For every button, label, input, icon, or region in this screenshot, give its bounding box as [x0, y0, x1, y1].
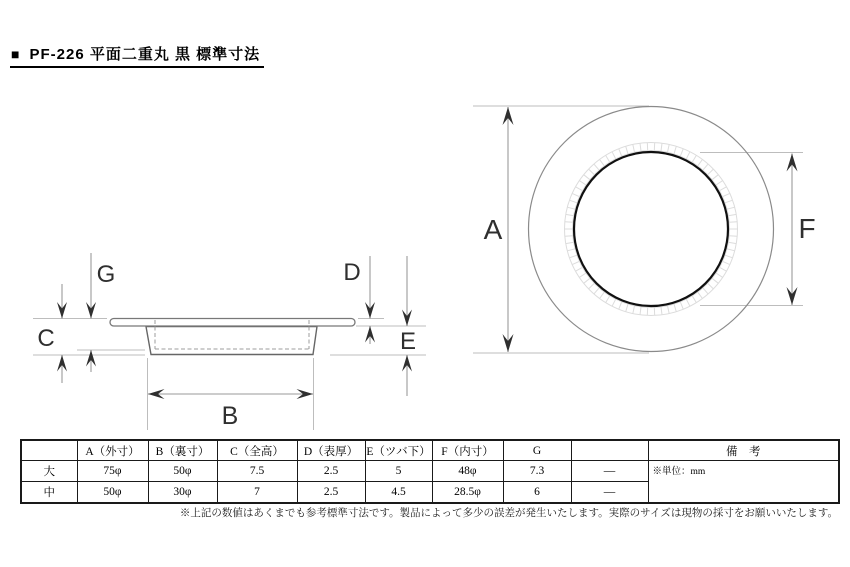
cell-blank: — — [571, 482, 648, 504]
header-F: F（内寸） — [432, 440, 503, 461]
cell-A: 50φ — [77, 482, 148, 504]
cell-G: 7.3 — [503, 461, 571, 482]
inner-circle — [574, 152, 728, 306]
header-B: B（裏寸） — [148, 440, 217, 461]
footer-note: ※上記の数値はあくまでも参考標準寸法です。製品によって多少の誤差が発生いたします。実際のサイズは現物の採寸をお願いいたします。 — [179, 508, 838, 519]
cell-F: 48φ — [432, 461, 503, 482]
remarks-note: ※単位：mm — [648, 461, 839, 504]
row-label: 中 — [21, 482, 77, 504]
cup-cross-section — [146, 327, 317, 355]
cell-G: 6 — [503, 482, 571, 504]
cell-D: 2.5 — [297, 482, 365, 504]
dim-label-B: B — [221, 402, 239, 430]
cell-E: 4.5 — [365, 482, 432, 504]
top-view-group — [473, 106, 816, 353]
dim-label-F: F — [798, 213, 816, 244]
header-E: E（ツバ下） — [365, 440, 432, 461]
dim-label-G: G — [96, 261, 116, 288]
title-bullet-icon: ■ — [11, 46, 21, 62]
cell-B: 50φ — [148, 461, 217, 482]
cell-A: 75φ — [77, 461, 148, 482]
dimension-table — [20, 439, 840, 504]
cell-B: 30φ — [148, 482, 217, 504]
dim-label-A: A — [483, 214, 503, 245]
cell-C: 7 — [217, 482, 297, 504]
cell-blank: — — [571, 461, 648, 482]
side-view-group — [33, 253, 426, 430]
cell-D: 2.5 — [297, 461, 365, 482]
header-D: D（表厚） — [297, 440, 365, 461]
knurl-outer-circle — [565, 143, 738, 316]
table-row-large — [21, 461, 839, 482]
dim-label-E: E — [399, 328, 417, 355]
header-corner — [21, 440, 77, 461]
title-text: PF-226 平面二重丸 黒 標準寸法 — [29, 46, 261, 63]
header-blank — [571, 440, 648, 461]
row-label: 大 — [21, 461, 77, 482]
cell-E: 5 — [365, 461, 432, 482]
cell-F: 28.5φ — [432, 482, 503, 504]
dim-label-D: D — [343, 259, 361, 286]
knurl-ticks — [565, 143, 738, 316]
cell-C: 7.5 — [217, 461, 297, 482]
header-remarks: 備 考 — [648, 440, 839, 461]
flange-plate — [110, 319, 355, 327]
dim-label-C: C — [37, 325, 55, 352]
header-G: G — [503, 440, 571, 461]
table-header-row — [21, 440, 839, 461]
header-C: C（全高） — [217, 440, 297, 461]
header-A: A（外寸） — [77, 440, 148, 461]
